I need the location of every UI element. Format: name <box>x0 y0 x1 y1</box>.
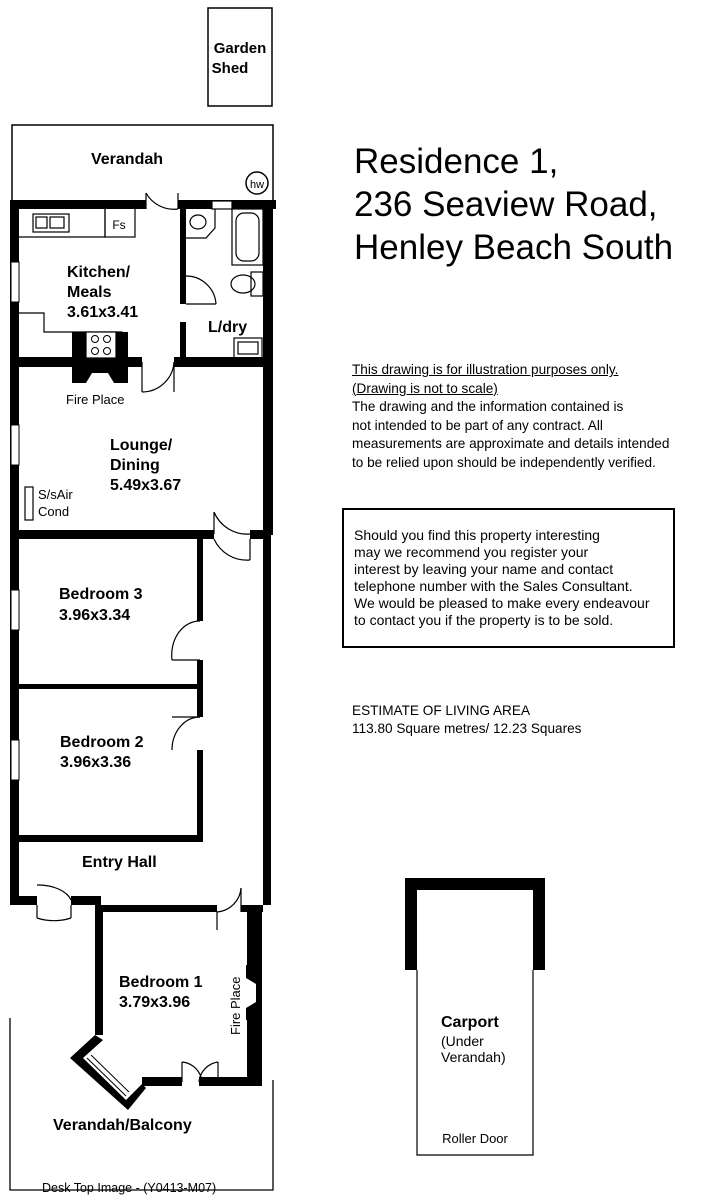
notice-line: Should you find this property interesting <box>354 527 600 543</box>
bedroom1-name-label: Bedroom 1 <box>119 974 203 991</box>
bedroom3-name-label: Bedroom 3 <box>59 586 143 603</box>
bedroom1-size-label: 3.79x3.96 <box>119 994 191 1011</box>
carport-note-label: (Under <box>441 1033 484 1049</box>
lounge-name-label-2: Dining <box>110 457 160 474</box>
disclaimer-line: to be relied upon should be independently verified. <box>352 454 656 470</box>
fireplace-bedroom1 <box>246 965 262 1020</box>
kitchen-name-label: Kitchen/ <box>67 264 131 281</box>
fireplace-top-label: Fire Place <box>66 392 125 407</box>
fireplace-lounge <box>72 367 128 383</box>
aircond-label-2: Cond <box>38 504 70 519</box>
fridge-space-label: Fs <box>112 218 126 232</box>
living-area-estimate <box>352 702 581 738</box>
verandah-label: Verandah <box>90 151 164 168</box>
notice-box <box>342 508 675 648</box>
kitchen-name-label-2: Meals <box>67 284 112 301</box>
kitchen-size-label: 3.61x3.41 <box>67 304 139 321</box>
notice-line: to contact you if the property is to be sold. <box>354 612 614 628</box>
disclaimer-line: measurements are approximate and details intended <box>352 436 670 451</box>
title-line: 236 Seaview Road, <box>354 185 658 224</box>
garden-shed-outline <box>208 8 272 106</box>
carport-name-label: Carport <box>441 1014 499 1031</box>
notice-line: interest by leaving your name and contact <box>354 561 614 577</box>
disclaimer <box>352 361 712 472</box>
notice-line: telephone number with the Sales Consultant. <box>354 578 633 594</box>
disclaimer-line: The drawing and the information contained is <box>352 399 624 414</box>
title-line: Residence 1, <box>354 142 559 181</box>
lounge-size-label: 5.49x3.67 <box>110 477 182 494</box>
disclaimer-underlined: This drawing is for illustration purposes only. <box>352 362 619 377</box>
footer-caption: Desk Top Image - (Y0413-M07) <box>42 1181 217 1195</box>
balcony-label: Verandah/Balcony <box>53 1117 192 1134</box>
air-conditioner-unit <box>25 487 33 520</box>
notice-line: We would be pleased to make every endeavour <box>354 595 650 611</box>
carport-outline <box>405 878 545 970</box>
bay-window-wall <box>70 1035 146 1110</box>
estimate-heading: ESTIMATE OF LIVING AREA <box>352 703 531 718</box>
hot-water-label: hw <box>249 179 265 191</box>
notice-line: may we recommend you register your <box>354 544 589 560</box>
entry-hall-label: Entry Hall <box>82 854 157 871</box>
title-line: Henley Beach South <box>354 228 674 267</box>
bedroom3-size-label: 3.96x3.34 <box>59 607 131 624</box>
lounge-name-label: Lounge/ <box>110 437 173 454</box>
property-title <box>354 140 673 269</box>
fireplace-side-label: Fire Place <box>228 976 243 1035</box>
balcony-outline <box>10 1018 273 1190</box>
bedroom2-size-label: 3.96x3.36 <box>60 754 132 771</box>
estimate-value: 113.80 Square metres/ 12.23 Squares <box>352 721 582 736</box>
disclaimer-line: not intended to be part of any contract. All <box>352 417 603 433</box>
laundry-label: L/dry <box>208 319 248 336</box>
roller-door-label: Roller Door <box>442 1131 508 1146</box>
carport-note-label-2: Verandah) <box>441 1049 506 1065</box>
bedroom2-name-label: Bedroom 2 <box>60 734 144 751</box>
cooktop <box>72 332 128 358</box>
garden-shed-label: Garden <box>213 40 267 57</box>
garden-shed-label-2: Shed <box>211 60 249 77</box>
aircond-label: S/sAir <box>38 487 73 502</box>
disclaimer-underlined: (Drawing is not to scale) <box>352 380 498 396</box>
